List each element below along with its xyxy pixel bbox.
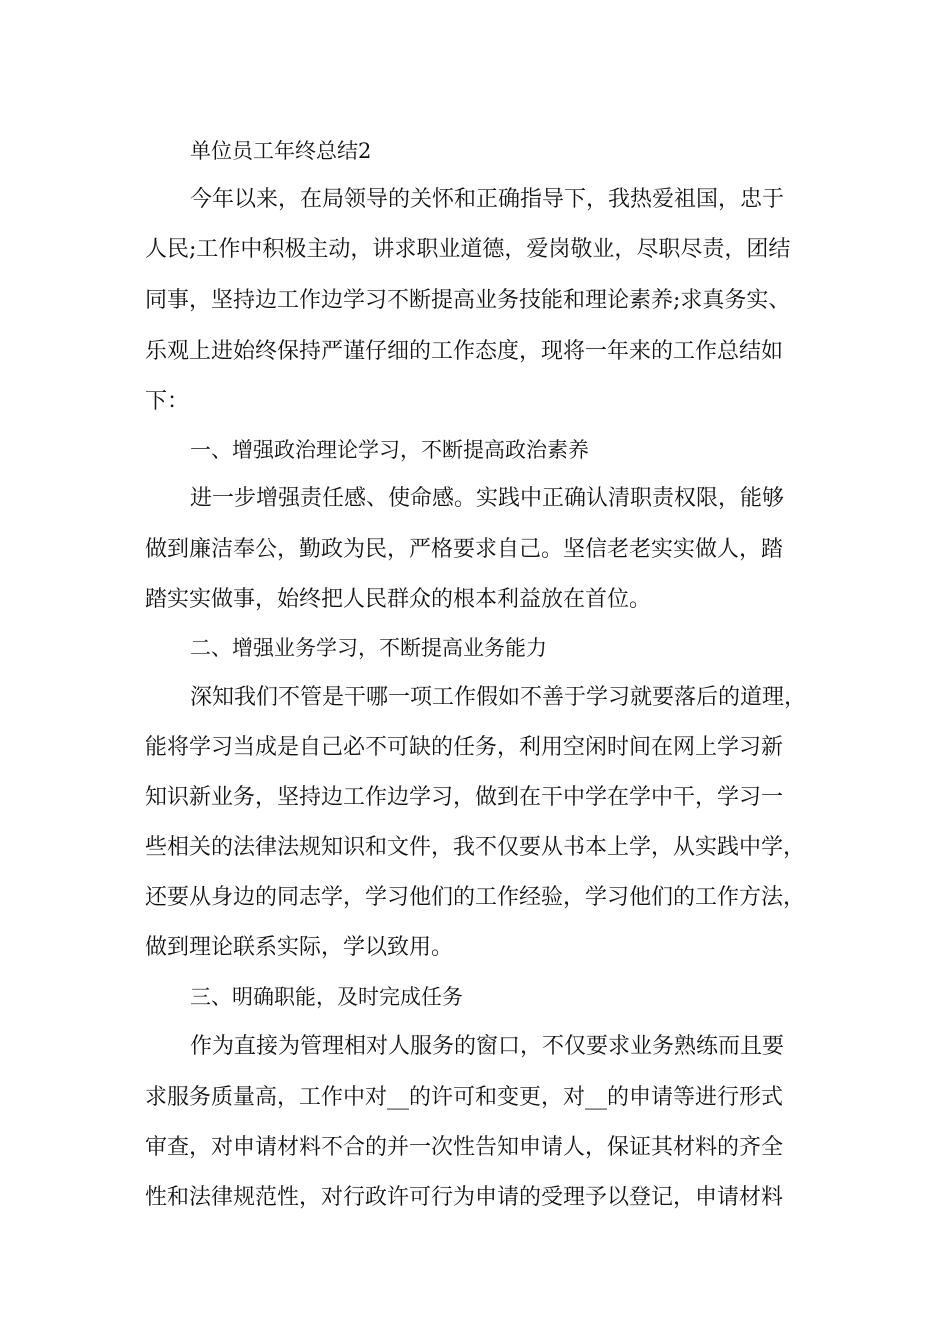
section-heading: 一、增强政治理论学习，不断提高政治素养	[190, 438, 589, 462]
intro-line: 人民;工作中积极主动，讲求职业道德，爱岗敬业，尽职尽责，团结	[145, 237, 791, 262]
intro-line: 下：	[145, 389, 190, 414]
intro-line: 同事，坚持边工作边学习不断提高业务技能和理论素养;求真务实、	[145, 288, 791, 313]
paragraph-line: 还要从身边的同志学，学习他们的工作经验，学习他们的工作方法，	[145, 885, 806, 910]
paragraph-line: 做到理论联系实际，学以致用。	[145, 935, 454, 960]
paragraph-line: 做到廉洁奉公，勤政为民，严格要求自己。坚信老老实实做人，踏	[145, 537, 784, 562]
document-title: 单位员工年终总结2	[190, 139, 372, 163]
paragraph-line: 能将学习当成是自己必不可缺的任务，利用空闲时间在网上学习新	[145, 735, 784, 760]
intro-line: 今年以来，在局领导的关怀和正确指导下，我热爱祖国，忠于	[190, 187, 785, 212]
section-heading: 三、明确职能，及时完成任务	[190, 985, 463, 1009]
paragraph-line: 进一步增强责任感、使命感。实践中正确认清职责权限，能够	[190, 486, 785, 511]
paragraph-line: 踏实实做事，始终把人民群众的根本利益放在首位。	[145, 587, 652, 612]
paragraph-line: 审查，对申请材料不合的并一次性告知申请人，保证其材料的齐全	[145, 1135, 784, 1160]
paragraph-line: 深知我们不管是干哪一项工作假如不善于学习就要落后的道理，	[190, 685, 807, 710]
paragraph-line: 求服务质量高，工作中对__的许可和变更，对__的申请等进行形式	[145, 1085, 784, 1110]
intro-line: 乐观上进始终保持严谨仔细的工作态度，现将一年来的工作总结如	[145, 339, 784, 364]
section-heading: 二、增强业务学习，不断提高业务能力	[190, 636, 547, 660]
paragraph-line: 作为直接为管理相对人服务的窗口，不仅要求业务熟练而且要	[190, 1034, 785, 1059]
paragraph-line: 知识新业务，坚持边工作边学习，做到在干中学在学中干，学习一	[145, 785, 784, 810]
paragraph-line: 性和法律规范性，对行政许可行为申请的受理予以登记，申请材料	[145, 1185, 784, 1210]
paragraph-line: 些相关的法律法规知识和文件，我不仅要从书本上学，从实践中学，	[145, 835, 806, 860]
